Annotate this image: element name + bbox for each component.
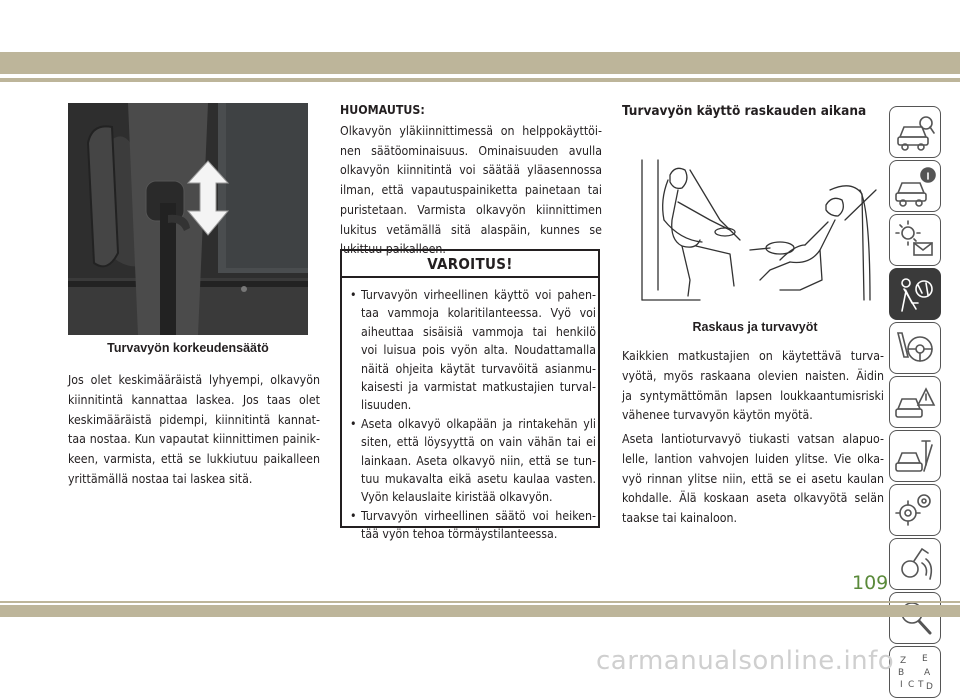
warning-item	[350, 286, 596, 415]
text-line: keen, varmista, että se lukkiutuu paikalleen	[68, 452, 320, 467]
watermark: carmanualsonline.info	[596, 646, 895, 676]
tab-search[interactable]	[889, 592, 941, 644]
illustration-caption: Raskaus ja turvavyöt	[692, 320, 818, 334]
text-line: lelle, lantion vahvojen luiden ylitse. Vie olka-	[622, 451, 884, 466]
warning-line: Vyön kelauslaite kiristää olkavyön.	[361, 490, 553, 505]
pregnancy-seatbelt-illustration	[630, 150, 880, 310]
warning-lights-mail-icon	[894, 219, 936, 261]
header-band	[0, 52, 960, 74]
warning-line: taa vammoja kolaritilanteessa. Vyö voi	[361, 306, 596, 321]
bullet-icon: •	[350, 416, 357, 431]
text-line: Jos olet keskimääräistä lyhyempi, olkavyön	[68, 373, 320, 387]
bullet-icon: •	[350, 288, 357, 302]
key-steering-wheel-icon	[894, 327, 936, 369]
warning-line: tuu mukavalta eikä asetu kaulaa vasten.	[361, 472, 596, 487]
search-icon	[894, 597, 936, 639]
warning-title: VAROITUS!	[427, 255, 513, 273]
footer-rule	[0, 601, 960, 603]
gears-icon	[894, 489, 936, 531]
warning-line: Turvavyön virheellinen säätö voi heiken-	[361, 508, 596, 523]
text-line: ja syntymättömän lapsen loukkaantumisriski	[622, 388, 884, 403]
bullet-icon: •	[350, 508, 357, 523]
warning-line: kaisesti ja varmistat matkustajien turval-	[361, 380, 596, 395]
tab-alphabet-index[interactable]	[889, 646, 941, 698]
alphabet-index-icon	[894, 651, 936, 693]
warning-list	[350, 286, 596, 544]
multimedia-icon	[894, 543, 936, 585]
warning-box	[340, 249, 600, 542]
text-line: Aseta lantioturvavyö tiukasti vatsan alapuo-	[622, 432, 884, 446]
text-line: vähenee turvavyön käytön myötä.	[622, 408, 813, 423]
text-line: vyö rinnan ylitse niin, että se ei asetu kaulan	[622, 471, 884, 486]
car-warning-icon	[894, 381, 936, 423]
index-letter: I	[900, 680, 903, 690]
text-line: yrittämällä nostaa tai laskea sitä.	[68, 472, 253, 486]
car-info-icon	[894, 165, 936, 207]
index-letter: Z	[900, 656, 907, 666]
text-line: Olkavyön yläkiinnittimessä on helppokäyttöi-	[340, 124, 602, 138]
section-title: Turvavyön käyttö raskauden aikana	[622, 103, 867, 119]
text-line: taa nostaa. Kun vapautat kiinnittimen painik-	[68, 432, 320, 447]
tab-car-warning[interactable]	[889, 376, 941, 428]
warning-line: voi luisua pois vyön alta. Noudattamalla	[361, 343, 596, 358]
tab-key-steering-wheel[interactable]	[889, 322, 941, 374]
tab-warning-lights-mail[interactable]	[889, 214, 941, 266]
warning-item	[350, 507, 596, 544]
tab-seatbelt-airbag[interactable]	[889, 268, 941, 320]
footer-band	[0, 605, 960, 617]
warning-item	[350, 415, 596, 507]
text-line: lukittuu paikalleen.	[340, 242, 446, 257]
warning-line: aiheuttaa sisäisiä vammoja tai henkilö	[361, 324, 596, 339]
text-line: kiinnitintä kannattaa laskea. Jos taas olet	[68, 392, 320, 407]
car-search-icon	[894, 111, 936, 153]
note-title: HUOMAUTUS:	[340, 103, 425, 117]
seatbelt-airbag-icon	[894, 273, 936, 315]
index-letter: B	[898, 668, 905, 678]
text-line: nen säätöominaisuus. Ominaisuuden avulla	[340, 143, 602, 158]
tab-car-tools[interactable]	[889, 430, 941, 482]
warning-line: tää vyön tehoa törmäystilanteessa.	[361, 527, 558, 542]
text-line: vyötä, myös raskaana olevien naisten. Äidin	[622, 368, 884, 383]
text-line: olkavyön kiinnitintä voi säätää yläasennossa	[340, 163, 602, 178]
header-rule	[0, 78, 960, 82]
warning-line: Aseta olkavyö olkapään ja rintakehän yli	[361, 416, 596, 431]
tab-gears[interactable]	[889, 484, 941, 536]
tab-car-search[interactable]	[889, 106, 941, 158]
warning-line: siten, että löysyyttä on vain vähän tai ei	[361, 435, 596, 450]
seatbelt-height-photo	[68, 103, 308, 335]
tab-multimedia[interactable]	[889, 538, 941, 590]
text-line: keskimääräistä pidempi, kiinnitintä kannat-	[68, 412, 320, 427]
text-line: kohdalle. Älä koskaan aseta olkavyötä selän	[622, 491, 884, 506]
index-letter: C	[908, 680, 915, 690]
warning-line: lisuuden.	[361, 398, 412, 413]
warning-title-rule	[342, 276, 598, 278]
index-letter: E	[922, 654, 928, 664]
page-number: 109	[852, 572, 889, 594]
warning-line: Turvavyön virheellinen käyttö voi pahen-	[361, 288, 596, 302]
tab-car-info[interactable]	[889, 160, 941, 212]
index-letter: T	[918, 680, 924, 690]
text-line: ilman, että vapautuspainiketta painetaan tai	[340, 183, 602, 198]
index-letter: A	[924, 668, 931, 678]
car-tools-icon	[894, 435, 936, 477]
text-line: taakse tai kainaloon.	[622, 511, 738, 526]
index-letter: D	[926, 682, 933, 692]
text-line: lukitus vetämällä sitä alaspäin, kunnes se	[340, 222, 602, 237]
text-line: Kaikkien matkustajien on käytettävä turva-	[622, 349, 884, 363]
warning-line: lainkaan. Aseta olkavyö niin, että se tun-	[361, 453, 596, 468]
photo-caption: Turvavyön korkeudensäätö	[107, 341, 269, 355]
text-line: puristetaan. Varmista olkavyön kiinnittimen	[340, 202, 602, 217]
warning-line: näitä ohjeita käytät turvavöitä asianmu-	[361, 361, 596, 376]
